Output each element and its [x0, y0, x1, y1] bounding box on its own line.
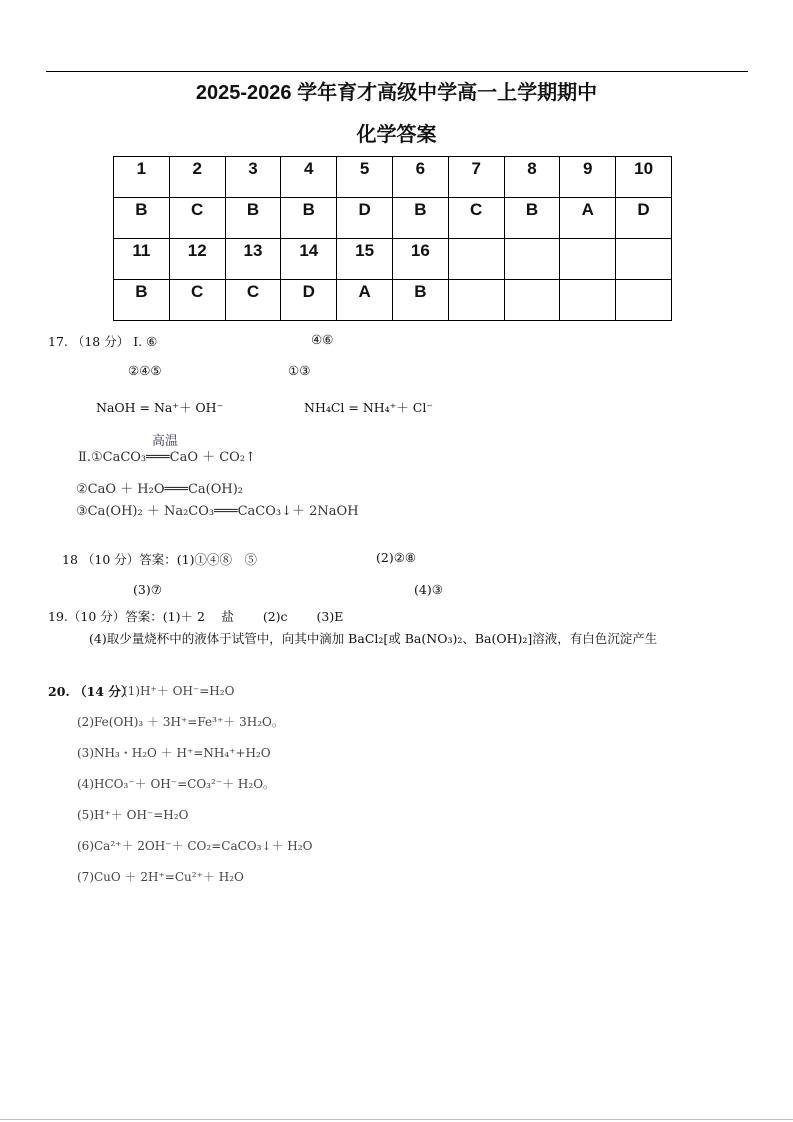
q20-head: 20. （14 分）	[48, 684, 134, 699]
table-cell: 9	[560, 157, 616, 198]
table-cell: B	[114, 280, 170, 321]
table-cell: 3	[225, 157, 281, 198]
table-row	[114, 239, 672, 280]
table-cell: 16	[392, 239, 448, 280]
q17-head: 17. （18 分） Ⅰ. ⑥	[48, 334, 158, 349]
table-cell: B	[392, 280, 448, 321]
table-cell: 4	[281, 157, 337, 198]
table-cell: 10	[616, 157, 672, 198]
q20-line: (2)Fe(OH)₃ ＋ 3H⁺=Fe³⁺＋ 3H₂O。	[77, 715, 284, 729]
table-cell: 5	[337, 157, 393, 198]
answer-table	[113, 156, 672, 321]
q20-line: (1)H⁺＋ OH⁻=H₂O	[123, 684, 235, 698]
q17-answer-3: ②④⑤	[128, 363, 162, 378]
table-cell: 2	[169, 157, 225, 198]
q17-ii1: Ⅱ.①CaCO₃═══CaO ＋ CO₂↑	[78, 450, 256, 465]
table-cell: C	[448, 198, 504, 239]
table-row	[114, 280, 672, 321]
table-cell: B	[114, 198, 170, 239]
table-cell	[504, 280, 560, 321]
table-cell: 12	[169, 239, 225, 280]
table-cell	[560, 239, 616, 280]
q17-answer-2: ④⑥	[311, 332, 334, 347]
table-cell	[448, 280, 504, 321]
table-cell: B	[225, 198, 281, 239]
table-cell: 13	[225, 239, 281, 280]
page-subtitle: 化学答案	[356, 124, 437, 146]
q17-ii2: ②CaO ＋ H₂O═══Ca(OH)₂	[76, 482, 244, 497]
table-cell: C	[169, 198, 225, 239]
table-cell: 11	[114, 239, 170, 280]
table-cell: B	[504, 198, 560, 239]
q20-line: (7)CuO ＋ 2H⁺=Cu²⁺＋ H₂O	[77, 870, 244, 884]
q20-line: (5)H⁺＋ OH⁻=H₂O	[77, 808, 189, 822]
table-cell: 8	[504, 157, 560, 198]
q17-condition: 高温	[152, 434, 179, 449]
table-cell	[448, 239, 504, 280]
table-cell: C	[169, 280, 225, 321]
table-cell: D	[281, 280, 337, 321]
table-cell: 15	[337, 239, 393, 280]
table-cell: 14	[281, 239, 337, 280]
table-cell: 6	[392, 157, 448, 198]
table-cell: D	[337, 198, 393, 239]
q17-ii3: ③Ca(OH)₂ ＋ Na₂CO₃═══CaCO₃↓＋ 2NaOH	[76, 504, 359, 519]
q19-head: 19.（10 分）答案：(1)＋ 2 盐 (2)c (3)E	[48, 609, 344, 624]
q18-answer-3: (3)⑦	[133, 582, 162, 597]
q17-eq2: NH₄Cl = NH₄⁺＋ Cl⁻	[304, 400, 433, 415]
q17-eq1: NaOH = Na⁺＋ OH⁻	[96, 400, 224, 415]
table-cell: 7	[448, 157, 504, 198]
table-cell: A	[560, 198, 616, 239]
q20-line: (3)NH₃・H₂O ＋ H⁺=NH₄⁺+H₂O	[77, 746, 271, 760]
table-cell	[560, 280, 616, 321]
table-cell: A	[337, 280, 393, 321]
table-cell: B	[392, 198, 448, 239]
q20-line: (4)HCO₃⁻＋ OH⁻=CO₃²⁻＋ H₂O。	[77, 777, 276, 791]
q19-answer-4: (4)取少量烧杯中的液体于试管中，向其中滴加 BaCl₂[或 Ba(NO₃)₂、Ba(OH)₂]溶液，有白色沉淀产生	[89, 631, 658, 646]
q17-answer-4: ①③	[288, 363, 311, 378]
table-cell	[504, 239, 560, 280]
table-cell: 1	[114, 157, 170, 198]
q18-head: 18 （10 分）答案：(1)①④⑧ ⑤	[62, 552, 257, 567]
page-title: 2025-2026 学年育才高级中学高一上学期期中	[195, 82, 598, 104]
q18-answer-2: (2)②⑧	[376, 550, 417, 565]
header-rule	[46, 71, 748, 72]
page-bottom-rule	[0, 1119, 793, 1120]
table-row	[114, 198, 672, 239]
table-cell: B	[281, 198, 337, 239]
table-cell	[616, 280, 672, 321]
table-row	[114, 157, 672, 198]
table-cell: D	[616, 198, 672, 239]
table-cell: C	[225, 280, 281, 321]
q20-line: (6)Ca²⁺＋ 2OH⁻＋ CO₂=CaCO₃↓＋ H₂O	[77, 839, 313, 853]
q18-answer-4: (4)③	[414, 582, 443, 597]
table-cell	[616, 239, 672, 280]
